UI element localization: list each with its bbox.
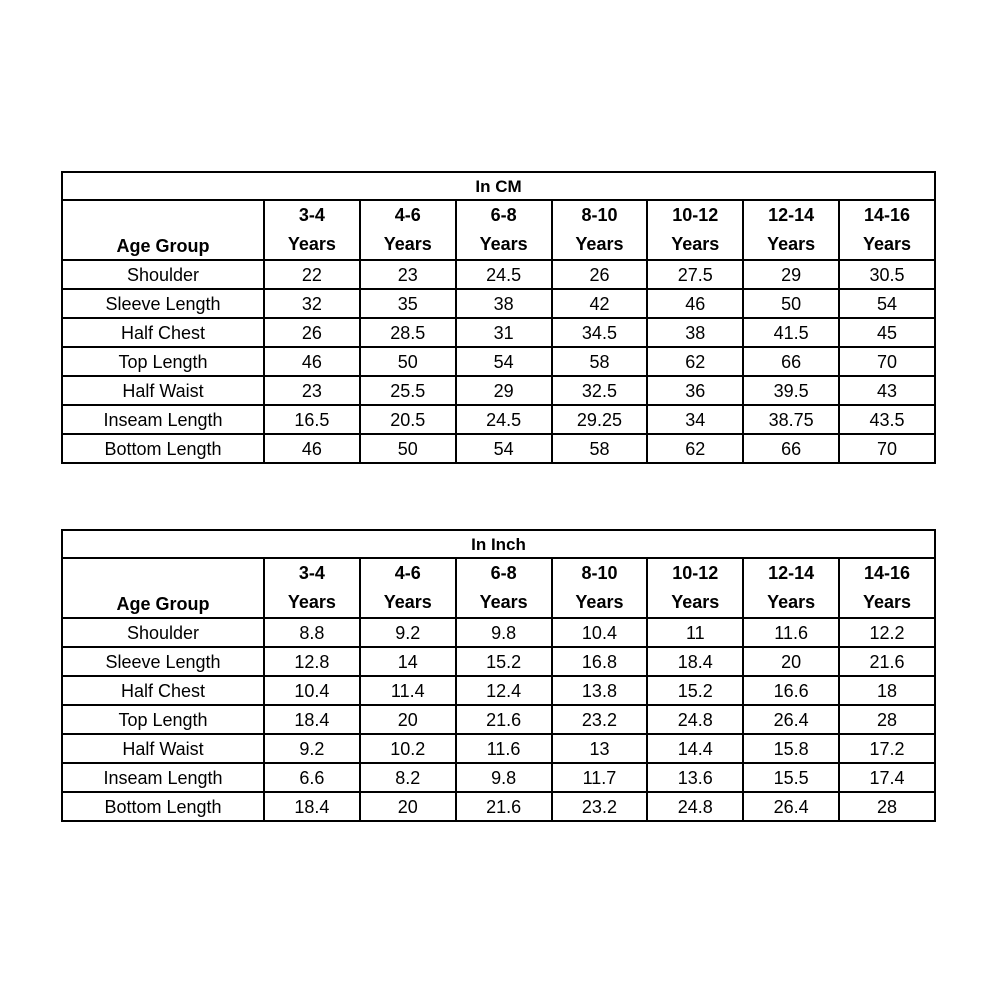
age-column-header [743,558,839,618]
table-title-row [62,530,935,558]
age-column-header [647,200,743,260]
table-row [62,763,935,792]
measurement-value: 70 [839,347,935,376]
measurement-value: 24.8 [647,792,743,821]
measurement-label: Shoulder [62,260,264,289]
measurement-value: 15.5 [743,763,839,792]
measurement-value: 24.5 [456,260,552,289]
table-title-row [62,172,935,200]
measurement-value: 18.4 [647,647,743,676]
age-range: 8-10 [581,205,618,225]
age-column-header [743,200,839,260]
measurement-value: 15.2 [456,647,552,676]
table-row [62,734,935,763]
age-unit: Years [383,234,432,254]
measurement-value: 21.6 [839,647,935,676]
header-row [62,558,935,618]
measurement-value: 16.8 [552,647,648,676]
measurement-value: 23 [264,376,360,405]
measurement-value: 43 [839,376,935,405]
measurement-value: 9.8 [456,618,552,647]
table-row [62,376,935,405]
measurement-label: Half Waist [62,376,264,405]
measurement-value: 29 [456,376,552,405]
measurement-label: Half Chest [62,318,264,347]
measurement-value: 62 [647,347,743,376]
measurement-value: 41.5 [743,318,839,347]
measurement-value: 54 [839,289,935,318]
age-range: 3-4 [298,563,325,583]
age-column-header [360,200,456,260]
age-range: 8-10 [581,563,618,583]
measurement-value: 9.8 [456,763,552,792]
measurement-value: 50 [743,289,839,318]
age-unit: Years [383,592,432,612]
measurement-value: 8.2 [360,763,456,792]
age-range: 12-14 [768,205,815,225]
measurement-value: 24.5 [456,405,552,434]
measurement-value: 14.4 [647,734,743,763]
measurement-value: 13 [552,734,648,763]
measurement-value: 46 [264,347,360,376]
age-range: 6-8 [490,563,517,583]
age-group-header: Age Group [62,558,264,618]
age-column-header [456,558,552,618]
measurement-value: 26 [264,318,360,347]
measurement-label: Shoulder [62,618,264,647]
measurement-label: Top Length [62,705,264,734]
measurement-value: 50 [360,434,456,463]
age-range: 6-8 [490,205,517,225]
age-range: 14-16 [864,563,911,583]
measurement-value: 32 [264,289,360,318]
measurement-value: 34.5 [552,318,648,347]
measurement-value: 11.6 [743,618,839,647]
table-row [62,347,935,376]
measurement-value: 20 [360,792,456,821]
measurement-value: 11 [647,618,743,647]
table-title: In CM [62,172,935,200]
age-column-header [264,558,360,618]
age-group-header: Age Group [62,200,264,260]
measurement-value: 11.4 [360,676,456,705]
measurement-label: Half Waist [62,734,264,763]
measurement-label: Top Length [62,347,264,376]
age-unit: Years [287,234,336,254]
table-row [62,434,935,463]
age-range: 10-12 [672,205,719,225]
measurement-value: 38.75 [743,405,839,434]
measurement-value: 17.4 [839,763,935,792]
measurement-label: Bottom Length [62,434,264,463]
measurement-value: 15.2 [647,676,743,705]
measurement-value: 39.5 [743,376,839,405]
age-column-header [839,558,935,618]
measurement-value: 14 [360,647,456,676]
measurement-value: 21.6 [456,792,552,821]
measurement-value: 26 [552,260,648,289]
table-row [62,289,935,318]
measurement-label: Sleeve Length [62,289,264,318]
measurement-value: 29.25 [552,405,648,434]
table-row [62,318,935,347]
age-unit: Years [863,234,912,254]
age-column-header [839,200,935,260]
measurement-value: 26.4 [743,705,839,734]
age-range: 3-4 [298,205,325,225]
table-row [62,676,935,705]
measurement-value: 12.8 [264,647,360,676]
measurement-value: 46 [264,434,360,463]
table-title: In Inch [62,530,935,558]
measurement-value: 26.4 [743,792,839,821]
measurement-value: 20.5 [360,405,456,434]
measurement-value: 13.8 [552,676,648,705]
size-table-inch [61,529,936,822]
measurement-value: 16.6 [743,676,839,705]
measurement-value: 10.4 [264,676,360,705]
age-column-header [647,558,743,618]
table-row [62,260,935,289]
measurement-value: 12.4 [456,676,552,705]
measurement-value: 35 [360,289,456,318]
age-column-header [264,200,360,260]
measurement-value: 66 [743,434,839,463]
measurement-value: 12.2 [839,618,935,647]
age-range: 4-6 [394,205,421,225]
measurement-value: 28.5 [360,318,456,347]
measurement-value: 38 [647,318,743,347]
age-column-header [552,200,648,260]
size-table-cm [61,171,936,464]
measurement-value: 66 [743,347,839,376]
measurement-value: 32.5 [552,376,648,405]
measurement-value: 46 [647,289,743,318]
age-unit: Years [767,234,816,254]
measurement-value: 18 [839,676,935,705]
measurement-value: 54 [456,434,552,463]
measurement-value: 58 [552,347,648,376]
age-unit: Years [479,234,528,254]
measurement-value: 16.5 [264,405,360,434]
age-column-header [456,200,552,260]
measurement-label: Inseam Length [62,405,264,434]
measurement-value: 23 [360,260,456,289]
table-row [62,405,935,434]
age-unit: Years [575,592,624,612]
measurement-value: 58 [552,434,648,463]
measurement-value: 10.4 [552,618,648,647]
measurement-label: Inseam Length [62,763,264,792]
table-row [62,705,935,734]
measurement-value: 9.2 [264,734,360,763]
age-unit: Years [575,234,624,254]
measurement-value: 50 [360,347,456,376]
measurement-value: 18.4 [264,792,360,821]
measurement-value: 27.5 [647,260,743,289]
measurement-label: Half Chest [62,676,264,705]
measurement-value: 23.2 [552,792,648,821]
measurement-label: Bottom Length [62,792,264,821]
measurement-value: 24.8 [647,705,743,734]
measurement-value: 62 [647,434,743,463]
age-column-header [552,558,648,618]
age-unit: Years [671,234,720,254]
measurement-value: 36 [647,376,743,405]
measurement-value: 11.7 [552,763,648,792]
measurement-value: 43.5 [839,405,935,434]
measurement-value: 38 [456,289,552,318]
age-column-header [360,558,456,618]
measurement-value: 15.8 [743,734,839,763]
age-range: 12-14 [768,563,815,583]
age-range: 14-16 [864,205,911,225]
measurement-value: 34 [647,405,743,434]
measurement-value: 28 [839,792,935,821]
measurement-value: 25.5 [360,376,456,405]
measurement-value: 45 [839,318,935,347]
measurement-value: 22 [264,260,360,289]
measurement-value: 42 [552,289,648,318]
age-unit: Years [863,592,912,612]
measurement-value: 8.8 [264,618,360,647]
measurement-value: 13.6 [647,763,743,792]
measurement-value: 6.6 [264,763,360,792]
measurement-value: 20 [743,647,839,676]
measurement-value: 10.2 [360,734,456,763]
header-row [62,200,935,260]
age-range: 10-12 [672,563,719,583]
table-row [62,792,935,821]
measurement-value: 28 [839,705,935,734]
measurement-value: 11.6 [456,734,552,763]
measurement-value: 20 [360,705,456,734]
measurement-value: 30.5 [839,260,935,289]
age-unit: Years [287,592,336,612]
measurement-value: 70 [839,434,935,463]
measurement-value: 18.4 [264,705,360,734]
measurement-value: 17.2 [839,734,935,763]
table-row [62,647,935,676]
measurement-value: 9.2 [360,618,456,647]
measurement-value: 23.2 [552,705,648,734]
measurement-label: Sleeve Length [62,647,264,676]
age-unit: Years [479,592,528,612]
age-unit: Years [671,592,720,612]
age-unit: Years [767,592,816,612]
measurement-value: 54 [456,347,552,376]
age-range: 4-6 [394,563,421,583]
measurement-value: 21.6 [456,705,552,734]
measurement-value: 29 [743,260,839,289]
measurement-value: 31 [456,318,552,347]
table-row [62,618,935,647]
